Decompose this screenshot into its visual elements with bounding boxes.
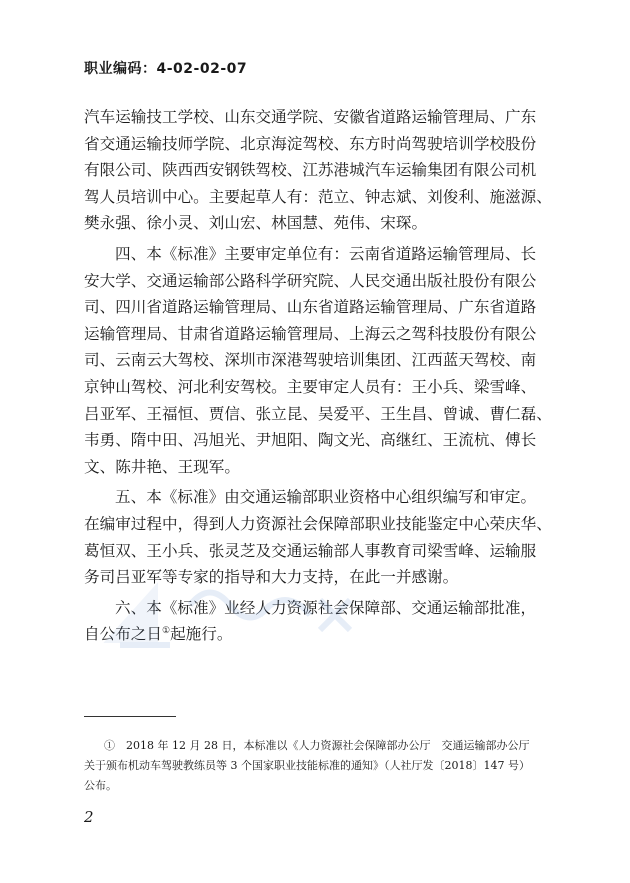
- paragraph-effective-date: [84, 595, 546, 651]
- text-line: 六、本《标准》业经人力资源社会保障部、交通运输部批准，: [115, 598, 537, 617]
- paragraph-acknowledgement: [84, 484, 552, 590]
- body-text: [84, 104, 552, 651]
- occupation-code: 职业编码：4-02-02-07: [84, 61, 248, 77]
- text-line: 葛恒双、王小兵、张灵芝及交通运输部人事教育司梁雪峰、运输服: [84, 541, 537, 560]
- footnote-line: 公布。: [84, 779, 117, 792]
- footnote: [84, 736, 546, 796]
- footnote-line: ① 2018 年 12 月 28 日，本标准以《人力资源社会保障部办公厅 交通运输部办公厅: [104, 739, 530, 752]
- paragraph-drafters-continued: [84, 104, 552, 237]
- text-line: 司、云南云大驾校、深圳市深港驾驶培训集团、江西蓝天驾校、南: [84, 351, 537, 370]
- footnote-divider: [84, 716, 176, 717]
- text-line: 有限公司、陕西西安钢铁驾校、江苏港城汽车运输集团有限公司机: [84, 161, 537, 180]
- text-line: 文、陈井艳、王现军。: [84, 457, 240, 476]
- text-line: 务司吕亚军等专家的指导和大力支持，在此一并感谢。: [84, 568, 459, 587]
- text-line: 四、本《标准》主要审定单位有：云南省道路运输管理局、长: [115, 244, 537, 263]
- text-line: 樊永强、徐小灵、刘山宏、林国慧、苑伟、宋琛。: [84, 214, 428, 233]
- text-line: 安大学、交通运输部公路科学研究院、人民交通出版社股份有限公: [84, 271, 537, 290]
- text-fragment: 起施行。: [170, 625, 233, 644]
- text-line: 运输管理局、甘肃省道路运输管理局、上海云之驾科技股份有限公: [84, 324, 537, 343]
- paragraph-reviewers: [84, 241, 552, 480]
- text-line: 京钟山驾校、河北利安驾校。主要审定人员有：王小兵、梁雪峰、: [84, 377, 537, 396]
- text-line: 驾人员培训中心。主要起草人有：范立、钟志斌、刘俊利、施滋源、: [84, 187, 552, 206]
- text-line: 在编审过程中，得到人力资源社会保障部职业技能鉴定中心荣庆华、: [84, 514, 552, 533]
- text-line: 五、本《标准》由交通运输部职业资格中心组织编写和审定。: [115, 488, 537, 507]
- text-line: 韦勇、隋中田、冯旭光、尹旭阳、陶文光、高继红、王流杭、傅长: [84, 431, 537, 450]
- page-number: 2: [84, 808, 94, 826]
- footnote-line: 关于颁布机动车驾驶教练员等 3 个国家职业技能标准的通知》（人社厅发〔2018〕147 号）: [84, 759, 530, 772]
- text-line: 司、四川省道路运输管理局、山东省道路运输管理局、广东省道路: [84, 298, 537, 317]
- text-line: 省交通运输技师学院、北京海淀驾校、东方时尚驾驶培训学校股份: [84, 134, 537, 153]
- text-line: 汽车运输技工学校、山东交通学院、安徽省道路运输管理局、广东: [84, 108, 537, 126]
- text-line: 吕亚军、王福恒、贾信、张立昆、吴爱平、王生昌、曾诚、曹仁磊、: [84, 404, 552, 423]
- footnote-marker[interactable]: ①: [161, 626, 171, 637]
- text-line: [53, 621, 546, 651]
- text-fragment: 自公布之日: [84, 625, 162, 644]
